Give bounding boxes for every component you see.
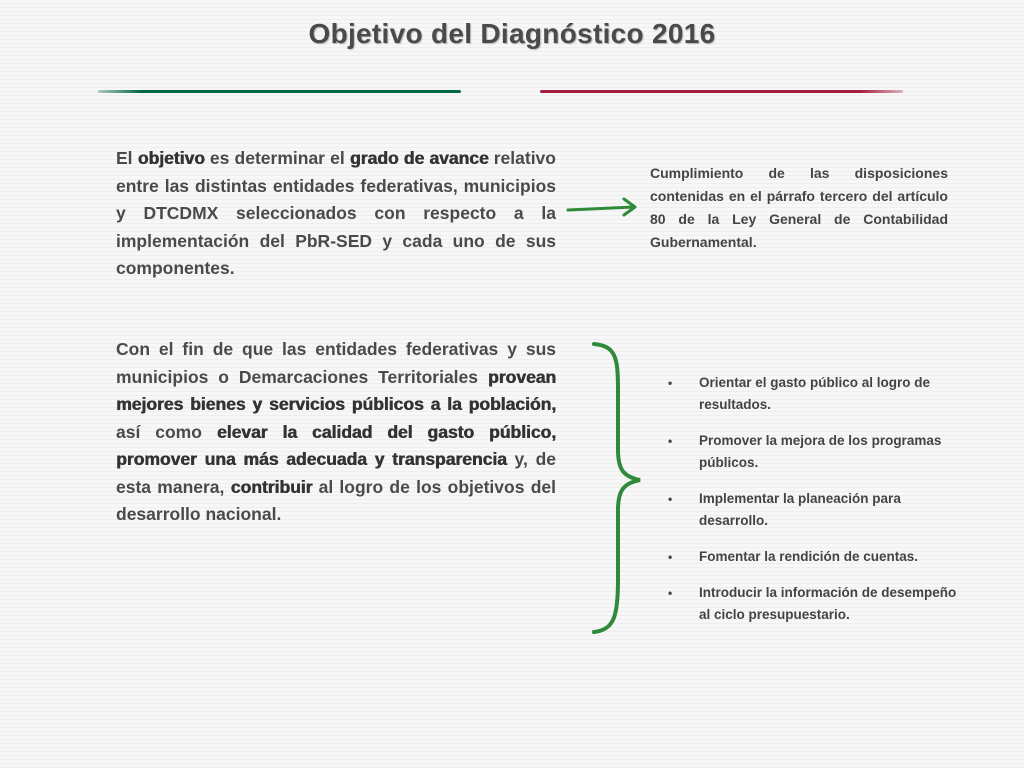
- p2-highlight-contribuir: contribuir: [230, 476, 313, 497]
- p2-highlight-provean: provean mejores bienes y servicios públicos a la población,: [116, 366, 556, 414]
- p2-text-4: al logro de los objetivos del desarrollo nacional.: [116, 476, 556, 524]
- p2-text-2: así como: [116, 421, 217, 442]
- list-item: [668, 430, 968, 474]
- p1-text-2: es determinar el: [204, 148, 350, 168]
- list-item: [668, 582, 968, 626]
- bullet-marker: •: [668, 434, 673, 448]
- list-item: [668, 488, 968, 532]
- green-divider: [98, 90, 461, 93]
- p1-highlight-objetivo: objetivo: [137, 148, 205, 168]
- purpose-paragraph: [116, 336, 556, 529]
- p2-highlight-elevar: elevar la calidad del gasto público, promover una más adecuada y transparencia: [116, 421, 556, 469]
- p1-text-3: relativo entre las distintas entidades federativas, municipios y DTCDMX seleccionados con respecto a la implementación del PbR-SED y cada uno de sus componentes.: [116, 148, 556, 278]
- right-brace-icon: [590, 340, 650, 636]
- p2-text-1: Con el fin de que las entidades federativas y sus municipios o Demarcaciones Territoriales: [116, 339, 556, 387]
- bullet-marker: •: [668, 376, 673, 390]
- bullet-marker: •: [668, 492, 673, 506]
- list-item-text: Fomentar la rendición de cuentas.: [699, 549, 919, 564]
- list-item: [668, 546, 968, 568]
- list-item-text: Promover la mejora de los programas públicos.: [699, 433, 942, 470]
- page-title: Objetivo del Diagnóstico 2016: [308, 18, 716, 49]
- bullet-marker: •: [668, 550, 673, 564]
- list-item-text: Implementar la planeación para desarrollo.: [699, 491, 901, 528]
- list-item-text: Orientar el gasto público al logro de resultados.: [699, 375, 931, 412]
- legal-basis-text: Cumplimiento de las disposiciones contenidas en el párrafo tercero del artículo 80 de la Ley General de Contabilidad Gubernamental.: [650, 165, 948, 250]
- goals-list: [668, 372, 968, 640]
- red-divider: [540, 90, 903, 93]
- list-item-text: Introducir la información de desempeño al ciclo presupuestario.: [699, 585, 957, 622]
- p1-highlight-grado: grado de avance: [349, 148, 489, 168]
- p1-text-1: El: [116, 148, 138, 168]
- bullet-marker: •: [668, 586, 673, 600]
- p2-text-3: y, de esta manera,: [116, 449, 556, 497]
- objective-paragraph: [116, 145, 556, 283]
- list-item: [668, 372, 968, 416]
- arrow-right-icon: [566, 196, 640, 220]
